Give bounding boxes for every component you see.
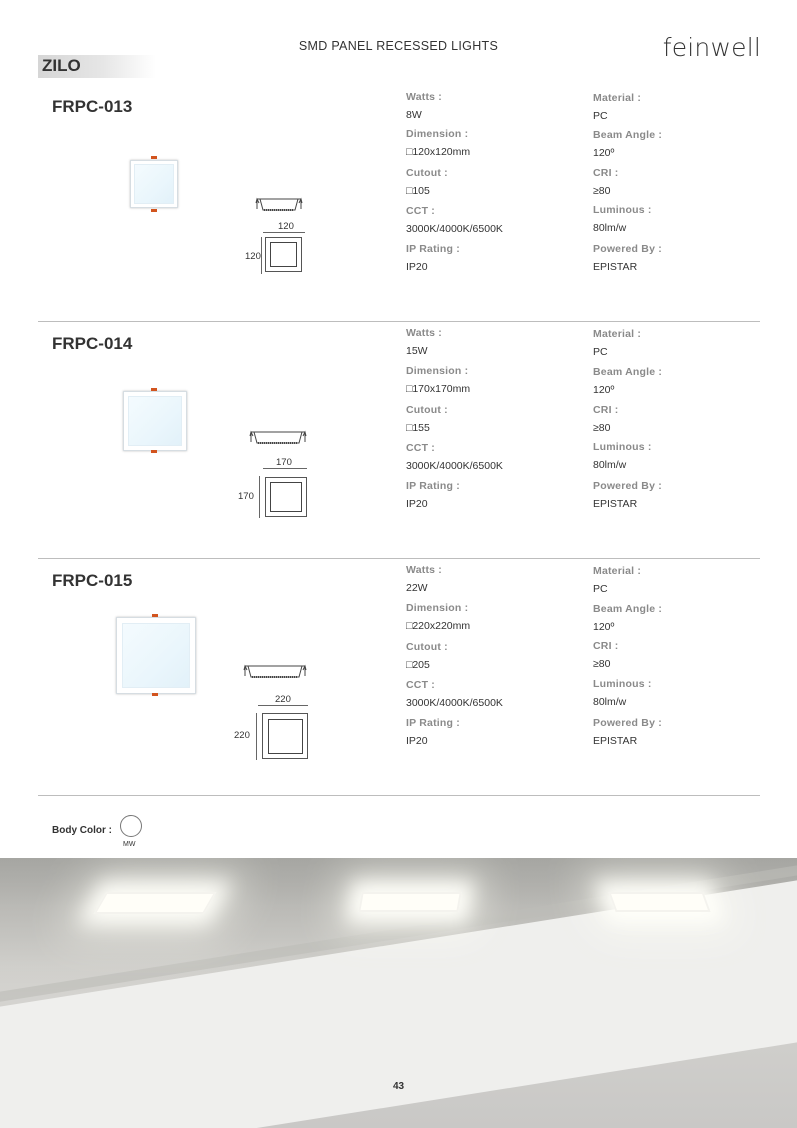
spec-cct: CCT : 3000K/4000K/6500K xyxy=(406,442,503,472)
height-dimension: 170 xyxy=(238,491,254,502)
spec-luminous: Luminous : 80lm/w xyxy=(593,678,652,708)
spring-clip-icon xyxy=(151,450,157,453)
front-view-drawing xyxy=(262,713,308,759)
spec-material: Material : PC xyxy=(593,92,642,122)
spring-clip-icon xyxy=(152,693,158,696)
spec-cutout: Cutout : □155 xyxy=(406,404,448,434)
spec-beam-angle: Beam Angle : 120º xyxy=(593,603,663,633)
side-profile-drawing xyxy=(254,195,304,215)
spec-cutout: Cutout : □205 xyxy=(406,641,448,671)
spec-dimension: Dimension : □170x170mm xyxy=(406,365,471,395)
side-profile-drawing xyxy=(242,662,308,682)
width-dimension-line xyxy=(263,232,305,233)
spec-powered-by: Powered By : EPISTAR xyxy=(593,480,662,510)
spec-beam-angle: Beam Angle : 120º xyxy=(593,366,663,396)
height-dimension-line xyxy=(259,476,260,518)
product-photo-panel xyxy=(123,391,187,451)
front-view-drawing xyxy=(265,237,302,272)
spec-powered-by: Powered By : EPISTAR xyxy=(593,243,662,273)
spec-watts: Watts : 15W xyxy=(406,327,443,357)
spec-luminous: Luminous : 80lm/w xyxy=(593,441,652,471)
section-divider xyxy=(38,321,760,322)
width-dimension-line xyxy=(258,705,308,706)
height-dimension-line xyxy=(261,237,262,274)
model-name: FRPC-013 xyxy=(52,97,133,116)
side-profile-drawing xyxy=(248,428,308,448)
lit-panel-light xyxy=(358,892,462,912)
series-tag xyxy=(38,55,156,78)
product-photo-panel xyxy=(130,160,178,208)
spring-clip-icon xyxy=(151,209,157,212)
model-name: FRPC-015 xyxy=(52,571,133,590)
width-dimension-line xyxy=(263,468,307,469)
spec-cct: CCT : 3000K/4000K/6500K xyxy=(406,205,503,235)
spec-cri: CRI : ≥80 xyxy=(593,167,619,197)
spec-luminous: Luminous : 80lm/w xyxy=(593,204,652,234)
front-view-drawing xyxy=(265,477,307,517)
spec-cct: CCT : 3000K/4000K/6500K xyxy=(406,679,503,709)
spec-cutout: Cutout : □105 xyxy=(406,167,448,197)
spec-cri: CRI : ≥80 xyxy=(593,640,619,670)
lit-panel-light xyxy=(608,892,710,912)
section-divider xyxy=(38,558,760,559)
body-color-swatch xyxy=(120,815,142,837)
spec-powered-by: Powered By : EPISTAR xyxy=(593,717,662,747)
spec-material: Material : PC xyxy=(593,565,642,595)
page-number: 43 xyxy=(392,1081,405,1092)
spec-ip-rating: IP Rating : IP20 xyxy=(406,480,460,510)
spring-clip-icon xyxy=(151,388,157,391)
height-dimension: 120 xyxy=(245,251,261,262)
spec-material: Material : PC xyxy=(593,328,642,358)
section-divider xyxy=(38,795,760,796)
height-dimension-line xyxy=(256,713,257,760)
spec-watts: Watts : 8W xyxy=(406,91,443,121)
width-dimension: 170 xyxy=(276,457,292,468)
width-dimension: 120 xyxy=(278,221,294,232)
spec-ip-rating: IP Rating : IP20 xyxy=(406,717,460,747)
brand-logo: feinwell xyxy=(662,33,761,62)
spec-cri: CRI : ≥80 xyxy=(593,404,619,434)
spring-clip-icon xyxy=(152,614,158,617)
model-name: FRPC-014 xyxy=(52,334,133,353)
spec-dimension: Dimension : □220x220mm xyxy=(406,602,471,632)
series-name: ZILO xyxy=(42,56,81,75)
height-dimension: 220 xyxy=(234,730,250,741)
product-photo-panel xyxy=(116,617,196,694)
spec-beam-angle: Beam Angle : 120º xyxy=(593,129,663,159)
spec-dimension: Dimension : □120x120mm xyxy=(406,128,471,158)
body-color-label: Body Color : xyxy=(52,825,112,836)
width-dimension: 220 xyxy=(275,694,291,705)
body-color-code: MW xyxy=(123,841,136,848)
spec-ip-rating: IP Rating : IP20 xyxy=(406,243,460,273)
lit-panel-light xyxy=(94,892,217,914)
catalog-section-title: SMD PANEL RECESSED LIGHTS xyxy=(298,39,499,53)
spec-watts: Watts : 22W xyxy=(406,564,443,594)
spring-clip-icon xyxy=(151,156,157,159)
